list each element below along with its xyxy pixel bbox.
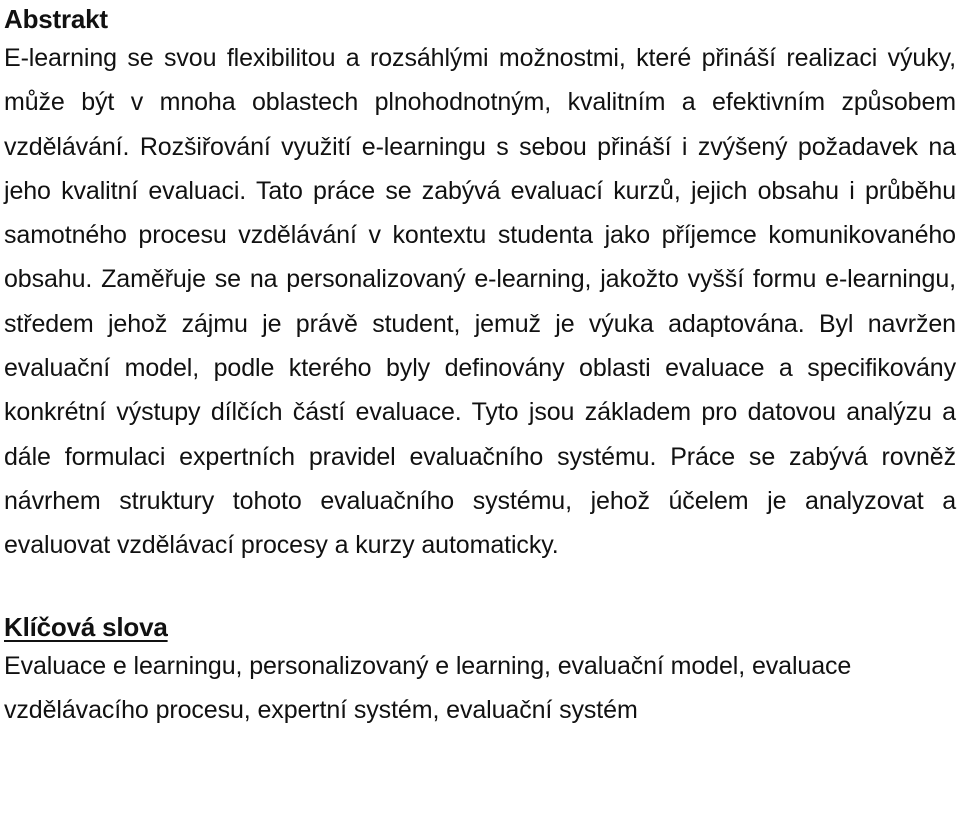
keywords-heading: Klíčová slova — [4, 611, 168, 642]
keywords-paragraph: Evaluace e learningu, personalizovaný e learning, evaluační model, evaluace vzdělávacího procesu, expertní systém, evaluační systém — [4, 651, 852, 724]
abstract-heading: Abstrakt — [4, 4, 108, 34]
abstract-paragraph: E-learning se svou flexibilitou a rozsáhlými možnostmi, které přináší realizaci výuky, může být v mnoha oblastech plnohodnotným, kvalitním a efektivním způsobem vzdělávání. Rozšiřování využití e-learningu s sebou přináší i zvýšený požadavek na jeho kvalitní evaluaci. Tato práce se zabývá evaluací kurzů, jejich obsahu i průběhu samotného procesu vzdělávání v kontextu studenta jako příjemce komunikovaného obsahu. Zaměřuje se na personalizovaný e-learning, jakožto vyšší formu e-learningu, středem jehož zájmu je právě student, jemuž je výuka adaptována. Byl navržen evaluační model, podle kterého byly definovány oblasti evaluace a specifikovány konkrétní výstupy dílčích částí evaluace. Tyto jsou základem pro datovou analýzu a dále formulaci expertních pravidel evaluačního systému. Práce se zabývá rovněž návrhem struktury tohoto evaluačního systému, jehož účelem je analyzovat a evaluovat vzdělávací procesy a kurzy automaticky. — [4, 44, 956, 560]
